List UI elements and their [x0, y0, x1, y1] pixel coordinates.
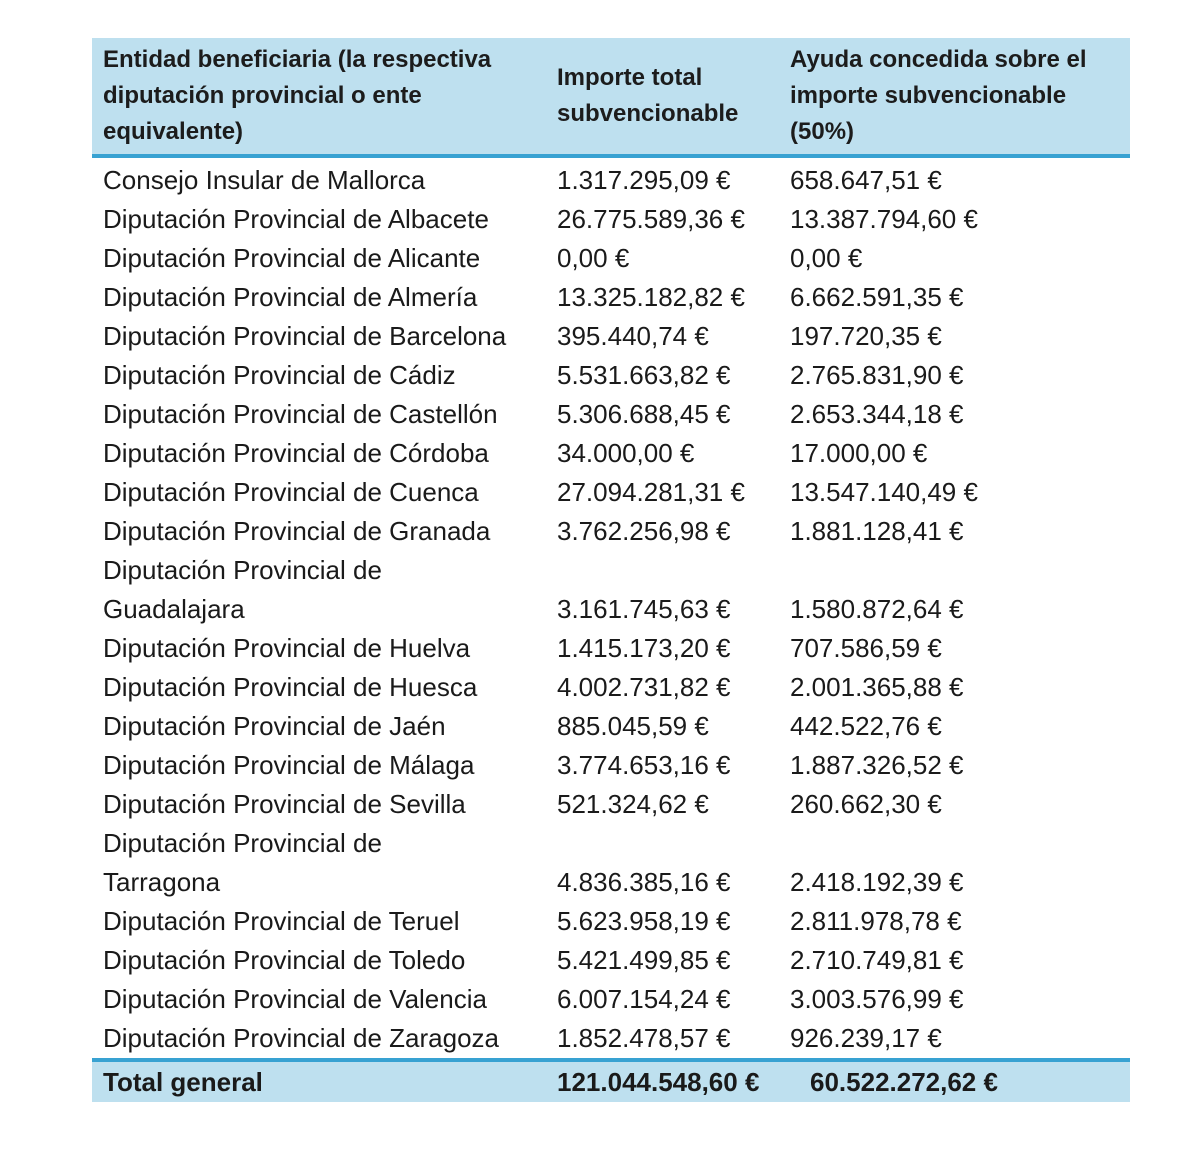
entity-cell: Diputación Provincial de Cádiz [103, 360, 456, 390]
ayuda-cell: 2.811.978,78 € [790, 906, 962, 936]
table-row [92, 356, 1130, 395]
entity-cell: Diputación Provincial de Teruel [103, 906, 460, 936]
ayuda-cell: 1.887.326,52 € [790, 750, 964, 780]
table-row [92, 980, 1130, 1019]
entity-cell: Diputación Provincial de Huelva [103, 633, 471, 663]
importe-cell: 395.440,74 € [557, 321, 709, 351]
importe-cell: 34.000,00 € [557, 438, 695, 468]
entity-cell: Diputación Provincial de Alicante [103, 243, 481, 273]
header-entity: Entidad beneficiaria (la respectiva diputación provincial o ente equivalente) [92, 38, 546, 156]
entity-cell: Diputación Provincial de Jaén [103, 711, 446, 741]
importe-cell: 3.161.745,63 € [557, 594, 731, 624]
table-row [92, 512, 1130, 551]
ayuda-cell: 260.662,30 € [790, 789, 942, 819]
header-importe: Importe total subvencionable [546, 38, 779, 156]
entity-cell: Diputación Provincial de Barcelona [103, 321, 507, 351]
total-row [92, 1060, 1130, 1102]
ayuda-cell: 442.522,76 € [790, 711, 942, 741]
table-row [92, 1019, 1130, 1060]
table-row [92, 707, 1130, 746]
importe-cell: 5.531.663,82 € [557, 360, 731, 390]
table-row [92, 941, 1130, 980]
ayuda-cell: 13.547.140,49 € [790, 477, 978, 507]
entity-cell: Diputación Provincial de Granada [103, 516, 491, 546]
table-row [92, 785, 1130, 824]
ayuda-cell: 658.647,51 € [790, 165, 942, 195]
importe-cell: 13.325.182,82 € [557, 282, 745, 312]
table-row [92, 902, 1130, 941]
ayuda-cell: 0,00 € [790, 243, 863, 273]
entity-cell: Diputación Provincial de Málaga [103, 750, 475, 780]
importe-cell: 1.852.478,57 € [557, 1023, 731, 1053]
ayuda-cell: 6.662.591,35 € [790, 282, 964, 312]
entity-cell: Diputación Provincial de Sevilla [103, 789, 466, 819]
importe-cell: 4.836.385,16 € [557, 867, 731, 897]
ayuda-cell: 1.580.872,64 € [790, 594, 964, 624]
table-row [92, 629, 1130, 668]
importe-cell: 3.762.256,98 € [557, 516, 731, 546]
importe-cell: 6.007.154,24 € [557, 984, 731, 1014]
entity-cell: Diputación Provincial de Cuenca [103, 477, 479, 507]
table-row [92, 434, 1130, 473]
ayuda-cell: 2.001.365,88 € [790, 672, 964, 702]
ayuda-cell: 197.720,35 € [790, 321, 942, 351]
importe-cell: 3.774.653,16 € [557, 750, 731, 780]
entity-cell: Diputación Provincial de Córdoba [103, 438, 489, 468]
importe-cell: 5.623.958,19 € [557, 906, 731, 936]
table-row [92, 824, 1130, 902]
importe-cell: 1.317.295,09 € [557, 165, 731, 195]
table-row [92, 395, 1130, 434]
table-row [92, 239, 1130, 278]
importe-cell: 5.306.688,45 € [557, 399, 731, 429]
table-row [92, 746, 1130, 785]
entity-cell: Diputación Provincial de Guadalajara [103, 555, 382, 624]
beneficiaries-table [92, 38, 1130, 1102]
table-row [92, 551, 1130, 629]
table-row [92, 473, 1130, 512]
total-label: Total general [92, 1060, 546, 1102]
header-ayuda: Ayuda concedida sobre el importe subvencionable (50%) [779, 38, 1130, 156]
table-row [92, 317, 1130, 356]
ayuda-cell: 926.239,17 € [790, 1023, 942, 1053]
importe-cell: 1.415.173,20 € [557, 633, 731, 663]
table-row [92, 278, 1130, 317]
ayuda-cell: 13.387.794,60 € [790, 204, 978, 234]
importe-cell: 26.775.589,36 € [557, 204, 745, 234]
importe-cell: 885.045,59 € [557, 711, 709, 741]
total-importe: 121.044.548,60 € [546, 1060, 779, 1102]
table-row [92, 200, 1130, 239]
importe-cell: 4.002.731,82 € [557, 672, 731, 702]
table-row [92, 156, 1130, 200]
ayuda-cell: 17.000,00 € [790, 438, 928, 468]
entity-cell: Diputación Provincial de Toledo [103, 945, 466, 975]
table-body [92, 156, 1130, 1060]
importe-cell: 0,00 € [557, 243, 630, 273]
entity-cell: Diputación Provincial de Tarragona [103, 828, 382, 897]
entity-cell: Diputación Provincial de Huesca [103, 672, 478, 702]
ayuda-cell: 1.881.128,41 € [790, 516, 964, 546]
entity-cell: Diputación Provincial de Zaragoza [103, 1023, 499, 1053]
importe-cell: 5.421.499,85 € [557, 945, 731, 975]
ayuda-cell: 2.653.344,18 € [790, 399, 964, 429]
entity-cell: Diputación Provincial de Almería [103, 282, 478, 312]
table-row [92, 668, 1130, 707]
ayuda-cell: 2.418.192,39 € [790, 867, 964, 897]
entity-cell: Diputación Provincial de Valencia [103, 984, 487, 1014]
importe-cell: 521.324,62 € [557, 789, 709, 819]
header-row [92, 38, 1130, 156]
total-ayuda: 60.522.272,62 € [779, 1060, 1130, 1102]
ayuda-cell: 3.003.576,99 € [790, 984, 964, 1014]
entity-cell: Consejo Insular de Mallorca [103, 165, 426, 195]
entity-cell: Diputación Provincial de Albacete [103, 204, 489, 234]
importe-cell: 27.094.281,31 € [557, 477, 745, 507]
ayuda-cell: 2.765.831,90 € [790, 360, 964, 390]
entity-cell: Diputación Provincial de Castellón [103, 399, 498, 429]
ayuda-cell: 2.710.749,81 € [790, 945, 964, 975]
ayuda-cell: 707.586,59 € [790, 633, 942, 663]
